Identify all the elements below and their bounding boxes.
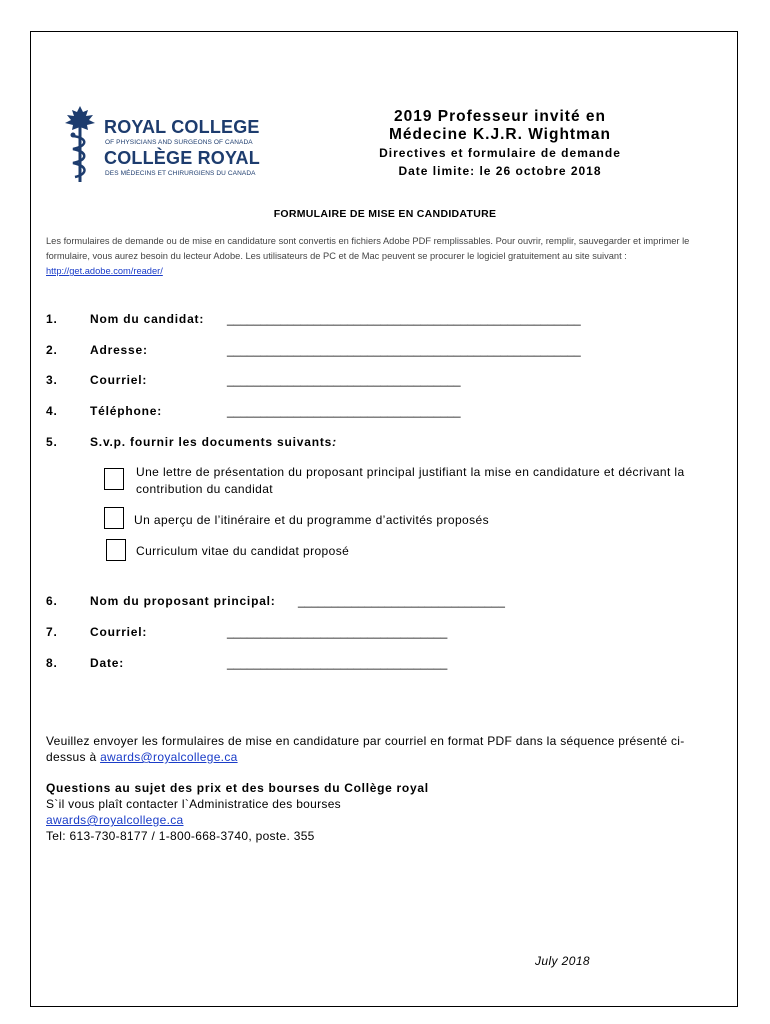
field-label: Date: [90,656,125,670]
candidate-name-input-line[interactable]: _____________________________________________________ [227,312,581,326]
deadline: Date limite: le 26 octobre 2018 [398,164,602,178]
email-input-line[interactable]: ___________________________________ [227,373,461,387]
field-number: 6. [46,594,58,608]
field-number: 5. [46,435,58,449]
checkbox-cover-letter[interactable] [104,468,124,490]
questions-block [46,780,429,844]
phone-input-line[interactable]: ___________________________________ [227,404,461,418]
document-header [330,108,670,180]
submission-instructions [46,733,706,765]
contact-text: S`il vous plaît contacter l`Administratice des bourses [46,797,341,811]
date-input-line[interactable]: _________________________________ [227,656,448,670]
checkbox-label-cv: Curriculum vitae du candidat proposé [136,544,350,558]
logo-line-french: COLLÈGE ROYAL [104,148,260,168]
logo-line-english: ROYAL COLLEGE [104,117,260,137]
questions-heading: Questions au sujet des prix et des bourses du Collège royal [46,781,429,795]
title-line-1: 2019 Professeur invité en [394,108,606,125]
subtitle: Directives et formulaire de demande [379,146,621,160]
field-label: Adresse: [90,343,148,357]
checkbox-itinerary[interactable] [104,507,124,529]
field-label: Nom du proposant principal: [90,594,276,608]
field-number: 2. [46,343,58,357]
intro-paragraph [46,234,726,279]
field-number: 3. [46,373,58,387]
royal-college-logo [62,104,262,184]
nominator-name-input-line[interactable]: _______________________________ [298,594,505,608]
field-label [90,435,337,449]
documents-label-text: S.v.p. fournir les documents suivants [90,435,333,449]
field-label: Courriel: [90,373,148,387]
field-label: Nom du candidat: [90,312,205,326]
address-input-line[interactable]: _____________________________________________________ [227,343,581,357]
form-title: FORMULAIRE DE MISE EN CANDIDATURE [273,208,497,220]
field-number: 7. [46,625,58,639]
logo-subline-french: DES MÉDECINS ET CHIRURGIENS DU CANADA [105,170,256,177]
field-label: Courriel: [90,625,148,639]
documents-label-colon: : [332,435,337,449]
logo-subline-english: OF PHYSICIANS AND SURGEONS OF CANADA [105,139,253,146]
nominator-email-input-line[interactable]: _________________________________ [227,625,448,639]
awards-email-link[interactable]: awards@royalcollege.ca [100,750,238,764]
phone-text: Tel: 613-730-8177 / 1-800-668-3740, poste. 355 [46,829,315,843]
field-label: Téléphone: [90,404,163,418]
checkbox-label-cover-letter: Une lettre de présentation du proposant principal justifiant la mise en candidature et décrivant la contribution du candidat [136,465,685,496]
intro-text: Les formulaires de demande ou de mise en candidature sont convertis en fichiers Adobe PDF remplissables. Pour ouvrir, remplir, sauvegarder et imprimer le formulaire, vous aurez besoin du lecteur Adobe. Les utilisateurs de PC et de Mac peuvent se procurer le logiciel gratuitement au site suivant : [46,236,690,261]
title-line-2: Médecine K.J.R. Wightman [389,126,611,143]
submission-text: Veuillez envoyer les formulaires de mise en candidature par courriel en format PDF dans la séquence présenté ci-dessus à [46,734,685,764]
adobe-reader-link[interactable]: http://get.adobe.com/reader/ [46,266,163,276]
caduceus-maple-leaf-icon [62,104,98,184]
questions-email-link[interactable]: awards@royalcollege.ca [46,813,184,827]
field-number: 4. [46,404,58,418]
checkbox-label-itinerary: Un aperçu de l’itinéraire et du programme d’activités proposés [134,513,489,527]
field-number: 8. [46,656,58,670]
field-number: 1. [46,312,58,326]
checkbox-cv[interactable] [106,539,126,561]
footer-date: July 2018 [535,954,590,968]
